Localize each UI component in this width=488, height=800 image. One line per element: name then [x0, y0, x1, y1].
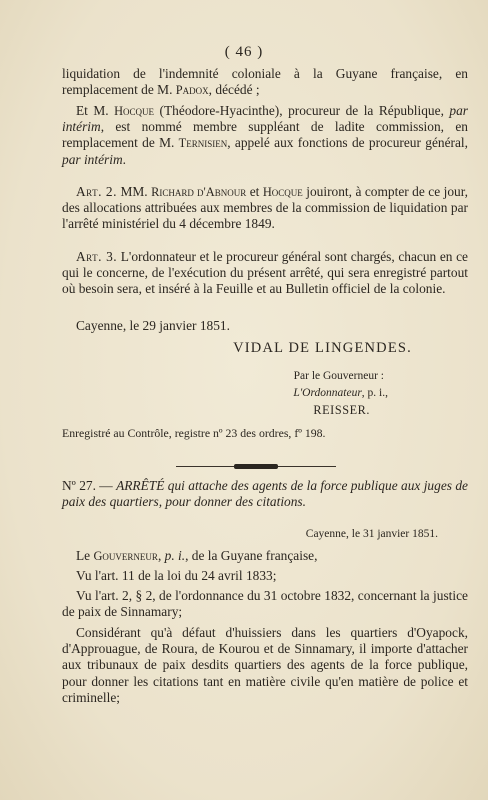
- registration-note: Enregistré au Contrôle, registre nº 23 des ordres, fº 198.: [62, 426, 326, 440]
- article-3: Art. 3. L'ordonnateur et le procureur général sont chargés, chacun en ce qui le concerne, de l'exécution du présent arrêté, qui sera enregistré partout où besoin sera, et inséré à la Feuille et au Bulletin officiel de la colonie.: [62, 249, 468, 297]
- paragraph-hocque-appointment: Et M. Hocque (Théodore-Hyacinthe), procureur de la République, par intérim, est nommé membre suppléant de ladite commission, en remplacement de M. Ternisien, appelé aux fonctions de procureur général, par intérim.: [62, 103, 468, 167]
- date-cayenne-29: Cayenne, le 29 janvier 1851.: [76, 318, 230, 333]
- decree-title: Nº 27. — ARRÊTÉ qui attache des agents de la force publique aux juges de paix des quartiers, pour donner des citations.: [62, 478, 468, 510]
- considerant: Considérant qu'à défaut d'huissiers dans les quartiers d'Oyapock, d'Approuague, de Roura, de Kourou et de Sinnamary, il importe d'attacher aux tribunaux de paix desdits quartiers des agents de la force publique, pour donner les citations tant en matière civile qu'en matière de police et criminelle;: [62, 625, 468, 705]
- signature-vidal: VIDAL DE LINGENDES.: [233, 340, 412, 356]
- article-2: Art. 2. MM. Richard d'Abnour et Hocque jouiront, à compter de ce jour, des allocations attribuées aux membres de la commission de liquidation par l'arrêté ministériel du 4 décembre 1849.: [62, 184, 469, 232]
- vu-ordonnance: Vu l'art. 2, § 2, de l'ordonnance du 31 octobre 1832, concernant la justice de paix de Sinnamary;: [62, 588, 468, 620]
- page-number: ( 46 ): [224, 44, 264, 60]
- vu-article-11: Vu l'art. 11 de la loi du 24 avril 1833;: [76, 568, 277, 583]
- ordonnateur-line: L'Ordonnateur, p. i.,: [293, 387, 388, 399]
- paragraph-liquidation: liquidation de l'indemnité coloniale à la Guyane française, en remplacement de M. Padox, décédé ;: [62, 66, 468, 98]
- by-governor: Par le Gouverneur :: [293, 370, 384, 382]
- date-cayenne-31: Cayenne, le 31 janvier 1851.: [305, 528, 438, 540]
- governor-line: Le Gouverneur, p. i., de la Guyane française,: [76, 548, 318, 563]
- signature-reisser: REISSER.: [313, 403, 370, 417]
- section-divider: [176, 462, 336, 472]
